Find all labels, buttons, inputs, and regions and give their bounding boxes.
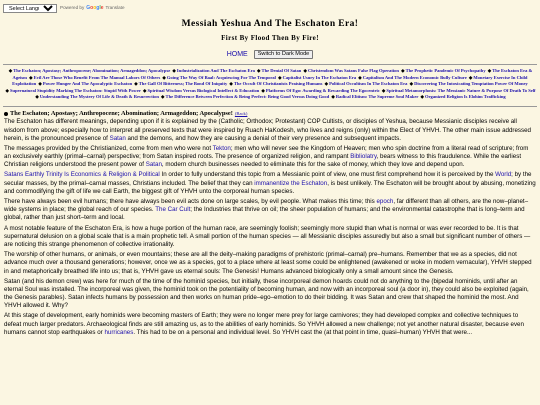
paragraph-text: The Eschaton has different meanings, depending upon if it is explained by the (Catholic; Orthodox; Protestant) COP Cultists, or disciples of Yeshua, because Messianic disciples receive all wisdom from above; especially how to interpret all preserved texts that were inspired by Ruach HaKodesh, who lives and reigns (only) within the Elect of YHVH. The other main issue addressed herein, is the pronounced presence of (4, 118, 532, 142)
paragraph (4, 145, 536, 170)
paragraph (4, 118, 536, 143)
paragraph-text: ; by the secular masses, by the primal–carnal masses, Christians included. The belief that they can (4, 171, 532, 187)
toc-bullet-icon: ◆ (143, 87, 147, 93)
toc-link[interactable]: Evil Are Those Who Benefit From The Manual Labors Of Others (33, 74, 161, 80)
powered-by-google (60, 5, 125, 12)
toc-bullet-icon: ◆ (303, 68, 307, 73)
paragraph (4, 171, 536, 196)
inline-link[interactable]: epoch (376, 198, 394, 206)
toc-link[interactable]: The Eschaton Era & Ageism (12, 68, 533, 80)
toc-link[interactable]: Power Hunger And The Apocalyptic Eschaton (42, 81, 133, 87)
paragraph-text: and the demons, and how they are causing a denial of their very presence and subsequent impacts. (125, 134, 401, 142)
toc-bullet-icon: ◆ (162, 74, 166, 80)
inline-link[interactable]: hurricanes (104, 328, 134, 336)
toc-link[interactable]: Christendom Was Satans False Flag Operation (307, 68, 399, 73)
inline-link[interactable]: immanentize the Eschaton (254, 179, 328, 187)
toc-bullet-icon: ◆ (161, 94, 165, 100)
toc-bullet-icon: ◆ (381, 87, 386, 93)
inline-link[interactable]: The Car Cult (155, 206, 191, 214)
inline-link[interactable]: World (495, 171, 512, 179)
toc-link[interactable]: The Difference Between Perfection & Being Perfect: Being Good Versus Doing Good (165, 94, 330, 100)
toc-link[interactable]: Industrialization And The Eschaton Era (176, 68, 255, 73)
toc-bullet-icon: ◆ (29, 74, 33, 80)
translate-bar (0, 0, 540, 14)
toc-link[interactable]: Spiritual Wisdom Versus Biological Intellect & Education (147, 87, 260, 93)
toc-bullet-icon: ◆ (409, 81, 414, 87)
toc-bullet-icon: ◆ (401, 68, 405, 73)
bullet-icon (4, 112, 8, 116)
paragraph-text: , modern church businesses needed to eliminate this for the sake of money, which they love and depend upon. (161, 161, 465, 169)
toc-link[interactable]: The Eschaton; Apostasy; Anthropocene; Abomination; Armageddon; Apocalypse (13, 68, 171, 73)
paragraph-text: , far different than all others, are the now–planet–wide systems in place; the global reach of our species. (4, 198, 529, 214)
toc-bullet-icon: ◆ (8, 68, 13, 73)
inline-link[interactable]: Tekton (212, 144, 231, 152)
toc-link[interactable]: Supernatural Stupidity Marking The Eschaton: Stupid With Power (9, 87, 141, 93)
site-title: Messiah Yeshua And The Eschaton Era! (181, 19, 359, 29)
toc-link[interactable]: The Prophetic Pandemic Of Psychopathy (405, 68, 486, 73)
toc-link[interactable]: The Denial Of Satan (261, 68, 302, 73)
toc-bullet-icon: ◆ (35, 94, 39, 100)
toc-bullet-icon: ◆ (257, 68, 261, 73)
toc-link[interactable]: Capitalism And The Modern Economic Bully Culture (362, 74, 467, 80)
paragraph-text: . This had to be on a personal and individual level. So YHVH cast the (at that point in time, quasi–human) YHVH that were... (133, 328, 473, 336)
toc-bullet-icon: ◆ (229, 81, 233, 87)
toc-bullet-icon: ◆ (38, 81, 42, 87)
paragraph-text: At this stage of development, early hominids were becoming masters of Earth; they were no longer mere prey for large carnivores; they had developed complex and collective techniques to defeat much larger predators. Archaeological finds are still amazing us, as to the abilities of early hominids. So YHVH allowed a new challenge; not yet another natural disaster, because even humans cannot stop earthquakes or (4, 312, 524, 336)
toc-link[interactable]: The Gall Of Bitterness; The Bond Of Iniquity (138, 81, 228, 87)
paragraph-text: There have always been evil humans; there have always been evil acts done on large scales, by evil people. What makes this time; this (4, 198, 377, 206)
toc-bullet-icon: ◆ (468, 74, 473, 80)
paragraph-text: Satan (and his demon crew) was here for much of the time of the hominid species, but initially, these incorporeal demon hoards could not do anything to the (bipedal hominids, until after an eternal Soul was installed. The incorporeal was given, the hominid took on the potentiality of becoming human, and now with an incorporeal soul (a door in), they could also be exploited (again, the Genesis parables). Satan infects humans by possession and then works on human pride–ego–emotion to do their bidding. It was Satan and crew that shaped the hominid the most. And YHVH allowed it. Why? (4, 277, 529, 310)
toc-bullet-icon: ◆ (261, 87, 265, 93)
toc-link[interactable]: The Occult Of Christianists Praising Humans (233, 81, 323, 87)
back-link[interactable]: (Back) (234, 111, 248, 117)
google-logo-icon: Google (86, 4, 104, 11)
toc-bullet-icon: ◆ (487, 68, 492, 73)
language-select[interactable] (3, 4, 57, 13)
paragraph-text: A most notable feature of the Eschaton Era, is how a huge portion of the human race, are seemingly foolish; seemingly more stupid than what is normal or was ever recorded to be. It is that supernatural delusion on a global scale that is a main prophetic tell. A small portion of the human species — all Messianic disciples assuredly but also a small but significant number of others — are noticing this strange phenomenon of collective irrationality. (4, 224, 531, 248)
paragraph-text: ; the Industries that thrive on oil; the sheer population of humans; and the environmental catastrophe that is long–term and global, rather than just short–term and local. (4, 206, 525, 222)
inline-link[interactable]: Satan (109, 134, 126, 142)
toc-link[interactable]: Discovering The Intoxicating Temptation Power Of Money (414, 81, 528, 87)
toc-link[interactable]: Radical Elitism: The Supreme Soul Maker (335, 94, 419, 100)
toc-link[interactable]: Platforms Of Ego: Awarding & Rewarding The Egocentric (265, 87, 380, 93)
toc-bullet-icon: ◆ (134, 81, 138, 87)
translate-link[interactable]: Translate (105, 4, 125, 10)
toc-link[interactable]: Political Occultism In The Eschaton Era (329, 81, 408, 87)
paragraph-text: , is best unlikely. The Eschaton will be brought about by abusing, monetizing and commodifying the gift of life we call Earth, the biggest gift of YHVH unto the corporeal human species. (4, 179, 536, 195)
paragraph-text: The worship of other humans, or animals, or even mountains; these are all the deity–making paradigms of prehistoric (primal–carnal) pre–humans. Remember that we as a species, did not advance much over a thousand generations; however, once we as a species, got to a place where at least some could be enlightened (awakened or woke in modern vernacular), YHVH stepped in and metaphorically breathed life into us; that is, YHVH gave us eternal souls: The Genesis! Humans advanced biologically only a small amount since the Genesis. (4, 251, 532, 275)
paragraph (4, 312, 536, 337)
toc-link[interactable]: Monetary Exercise In Child Exploitation (12, 74, 528, 87)
toc-bullet-icon: ◆ (278, 74, 282, 80)
toc-bullet-icon: ◆ (331, 94, 335, 100)
paragraph (4, 278, 536, 311)
home-link[interactable]: HOME (226, 50, 248, 58)
toc-bullet-icon: ◆ (420, 94, 424, 100)
toc-bullet-icon: ◆ (358, 74, 362, 80)
section-heading (4, 110, 536, 118)
article-body (4, 118, 536, 337)
inline-link[interactable]: Bibliolatry (350, 153, 377, 161)
toc-link[interactable]: Understanding The Mystery Of Life & Death & Resurrection (39, 94, 159, 100)
nav-row (0, 50, 540, 59)
paragraph (4, 198, 536, 223)
powered-by-label: Powered by (60, 4, 85, 10)
paragraph-text: ; men who will never see the Kingdom of Heaven; men who spin doctrine from a literal read of scripture; from an exclusively earthly (primal–carnal) perspective; from Satan inspired roots. The presence of organized religion, and rampant (4, 144, 529, 161)
toc-bullet-icon: ◆ (5, 87, 9, 93)
inline-link[interactable]: Satan (145, 161, 162, 169)
toc-link[interactable]: Spiritual Metamorphosis: The Messianic Nature & Purpose Of Death To Self (386, 87, 536, 93)
article (0, 110, 540, 337)
section-title: The Eschaton; Apostasy; Anthropocene; Abomination; Armageddon; Apocalypse! (10, 109, 233, 117)
divider (3, 64, 537, 65)
inline-link[interactable]: Satans Earthly Trinity Is Economics & Religion & Political (4, 171, 160, 179)
toc-link[interactable]: Capitalist Usury In The Eschaton Era (282, 74, 357, 80)
toc-link[interactable]: Organized Religion Is Elohim Trafficking (425, 94, 506, 100)
paragraph-text: The messages provided by the Christianized, come from men who were not (4, 144, 213, 152)
dark-mode-button[interactable]: Switch to Dark Mode (254, 50, 314, 59)
toc-link[interactable]: Going The Way Of Baal: Acquiescing For The Temporal (166, 74, 276, 80)
paragraph-text: , bears witness to this fraudulence. While the earliest Christian religions understood the present power of (4, 153, 522, 169)
site-subtitle: First By Flood Then By Fire! (221, 33, 319, 42)
paragraph-text: In order to fully understand this topic from a Messianic point of view, one must first comprehend how it is perceived by the (159, 171, 496, 179)
divider (3, 106, 537, 107)
paragraph (4, 251, 536, 276)
paragraph (4, 225, 536, 250)
table-of-contents (0, 68, 540, 101)
toc-bullet-icon: ◆ (172, 68, 176, 73)
toc-bullet-icon: ◆ (324, 81, 329, 87)
